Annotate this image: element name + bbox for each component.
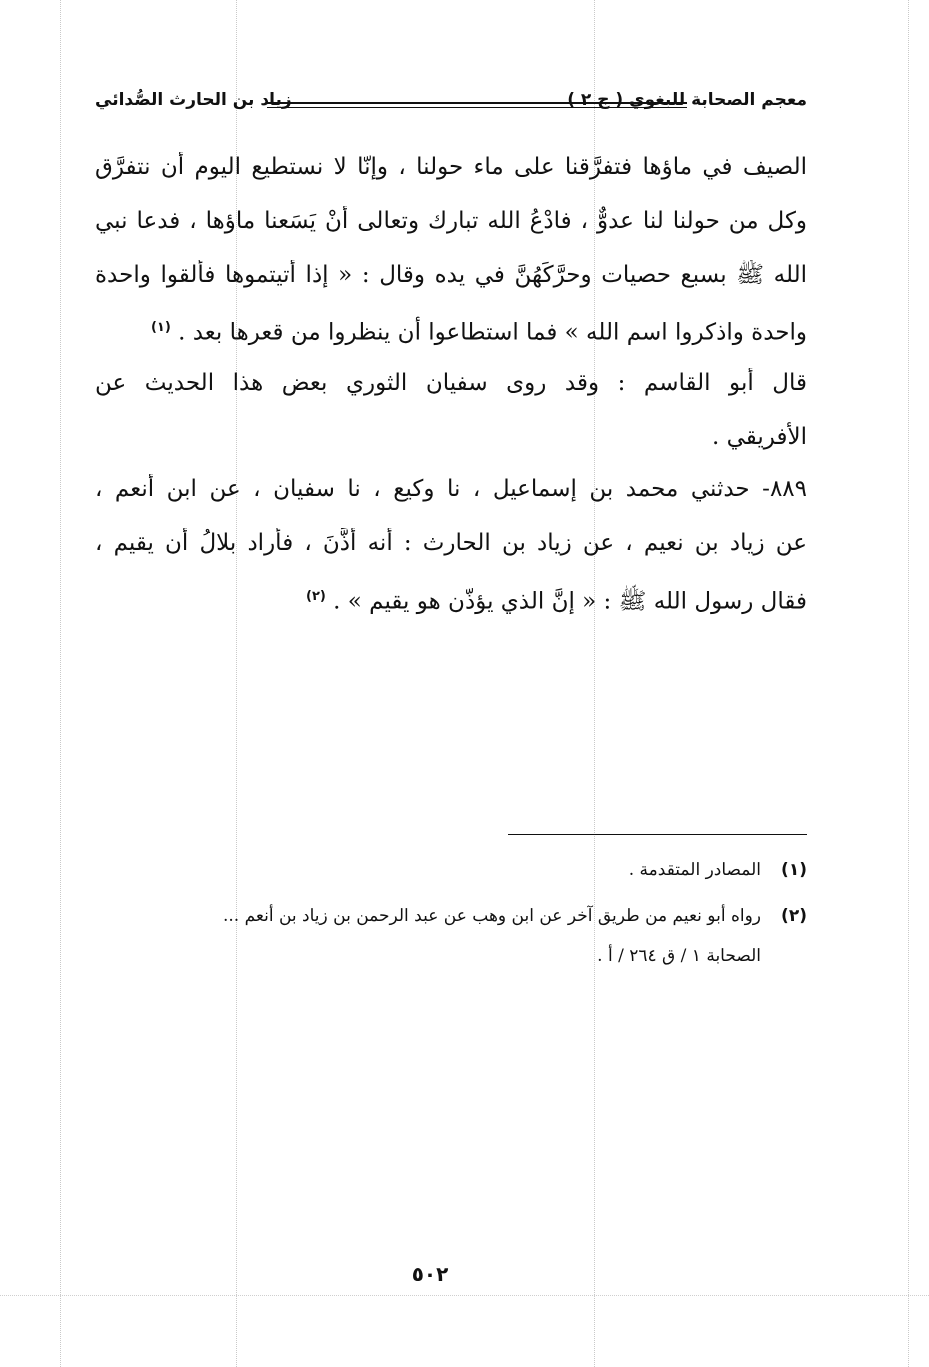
footnote-2-continuation: الصحابة ١ / ق ٢٦٤ / أ . xyxy=(597,946,761,966)
body-line: الله ﷺ بسبع حصيات وحرَّكَهُنَّ في يده وقال : « إذا أتيتموها فألقوا واحدة xyxy=(95,262,807,288)
scan-artifact-line xyxy=(908,0,909,1367)
running-header xyxy=(95,88,807,122)
body-line: الأفريقي . xyxy=(711,424,807,450)
body-line: واحدة واذكروا اسم الله » فما استطاعوا أن ينظروا من قعرها بعد . $^{(١)}$ xyxy=(150,319,807,346)
footnote-reference[interactable]: (١) xyxy=(150,320,171,335)
footnote-text: المصادر المتقدمة . xyxy=(628,860,761,880)
scan-artifact-line xyxy=(60,0,61,1367)
body-line: قال أبو القاسم : وقد روى سفيان الثوري بعض هذا الحديث عن xyxy=(95,370,807,396)
body-line: وكل من حولنا لنا عدوٌّ ، فادْعُ الله تبارك وتعالى أنْ يَسَعنا ماؤها ، فدعا نبي xyxy=(95,208,807,234)
footnote-1 xyxy=(150,858,807,882)
body-line: فقال رسول الله ﷺ : « إنَّ الذي يؤذّن هو يقيم » . $^{(٢)}$ xyxy=(305,588,807,615)
header-rule xyxy=(267,102,687,108)
footnote-number: (١) xyxy=(781,860,807,880)
footnote-text: رواه أبو نعيم من طريق آخر عن ابن وهب عن عبد الرحمن بن زياد بن أنعم ... xyxy=(222,906,761,926)
scan-artifact-line xyxy=(0,1295,929,1296)
hadith-number-line: ٨٨٩- حدثني محمد بن إسماعيل ، نا وكيع ، نا سفيان ، عن ابن أنعم ، xyxy=(95,476,807,502)
book-title: معجم الصحابة للبغوي ( ج ٢ ) xyxy=(567,90,807,110)
section-title: زياد بن الحارث الصُّدائي xyxy=(95,90,292,110)
body-line: عن زياد بن نعيم ، عن زياد بن الحارث : أنه أذَّنَ ، فأراد بلالُ أن يقيم ، xyxy=(95,530,807,556)
footnote-separator xyxy=(508,834,807,835)
page-number: ٥٠٢ xyxy=(411,1262,449,1286)
footnote-number: (٢) xyxy=(781,906,807,926)
body-line: الصيف في ماؤها فتفرَّقنا على ماء حولنا ، وإنّا لا نستطيع اليوم أن نتفرَّق xyxy=(95,154,807,180)
footnote-2 xyxy=(150,904,807,928)
footnote-reference[interactable]: (٢) xyxy=(305,589,326,604)
